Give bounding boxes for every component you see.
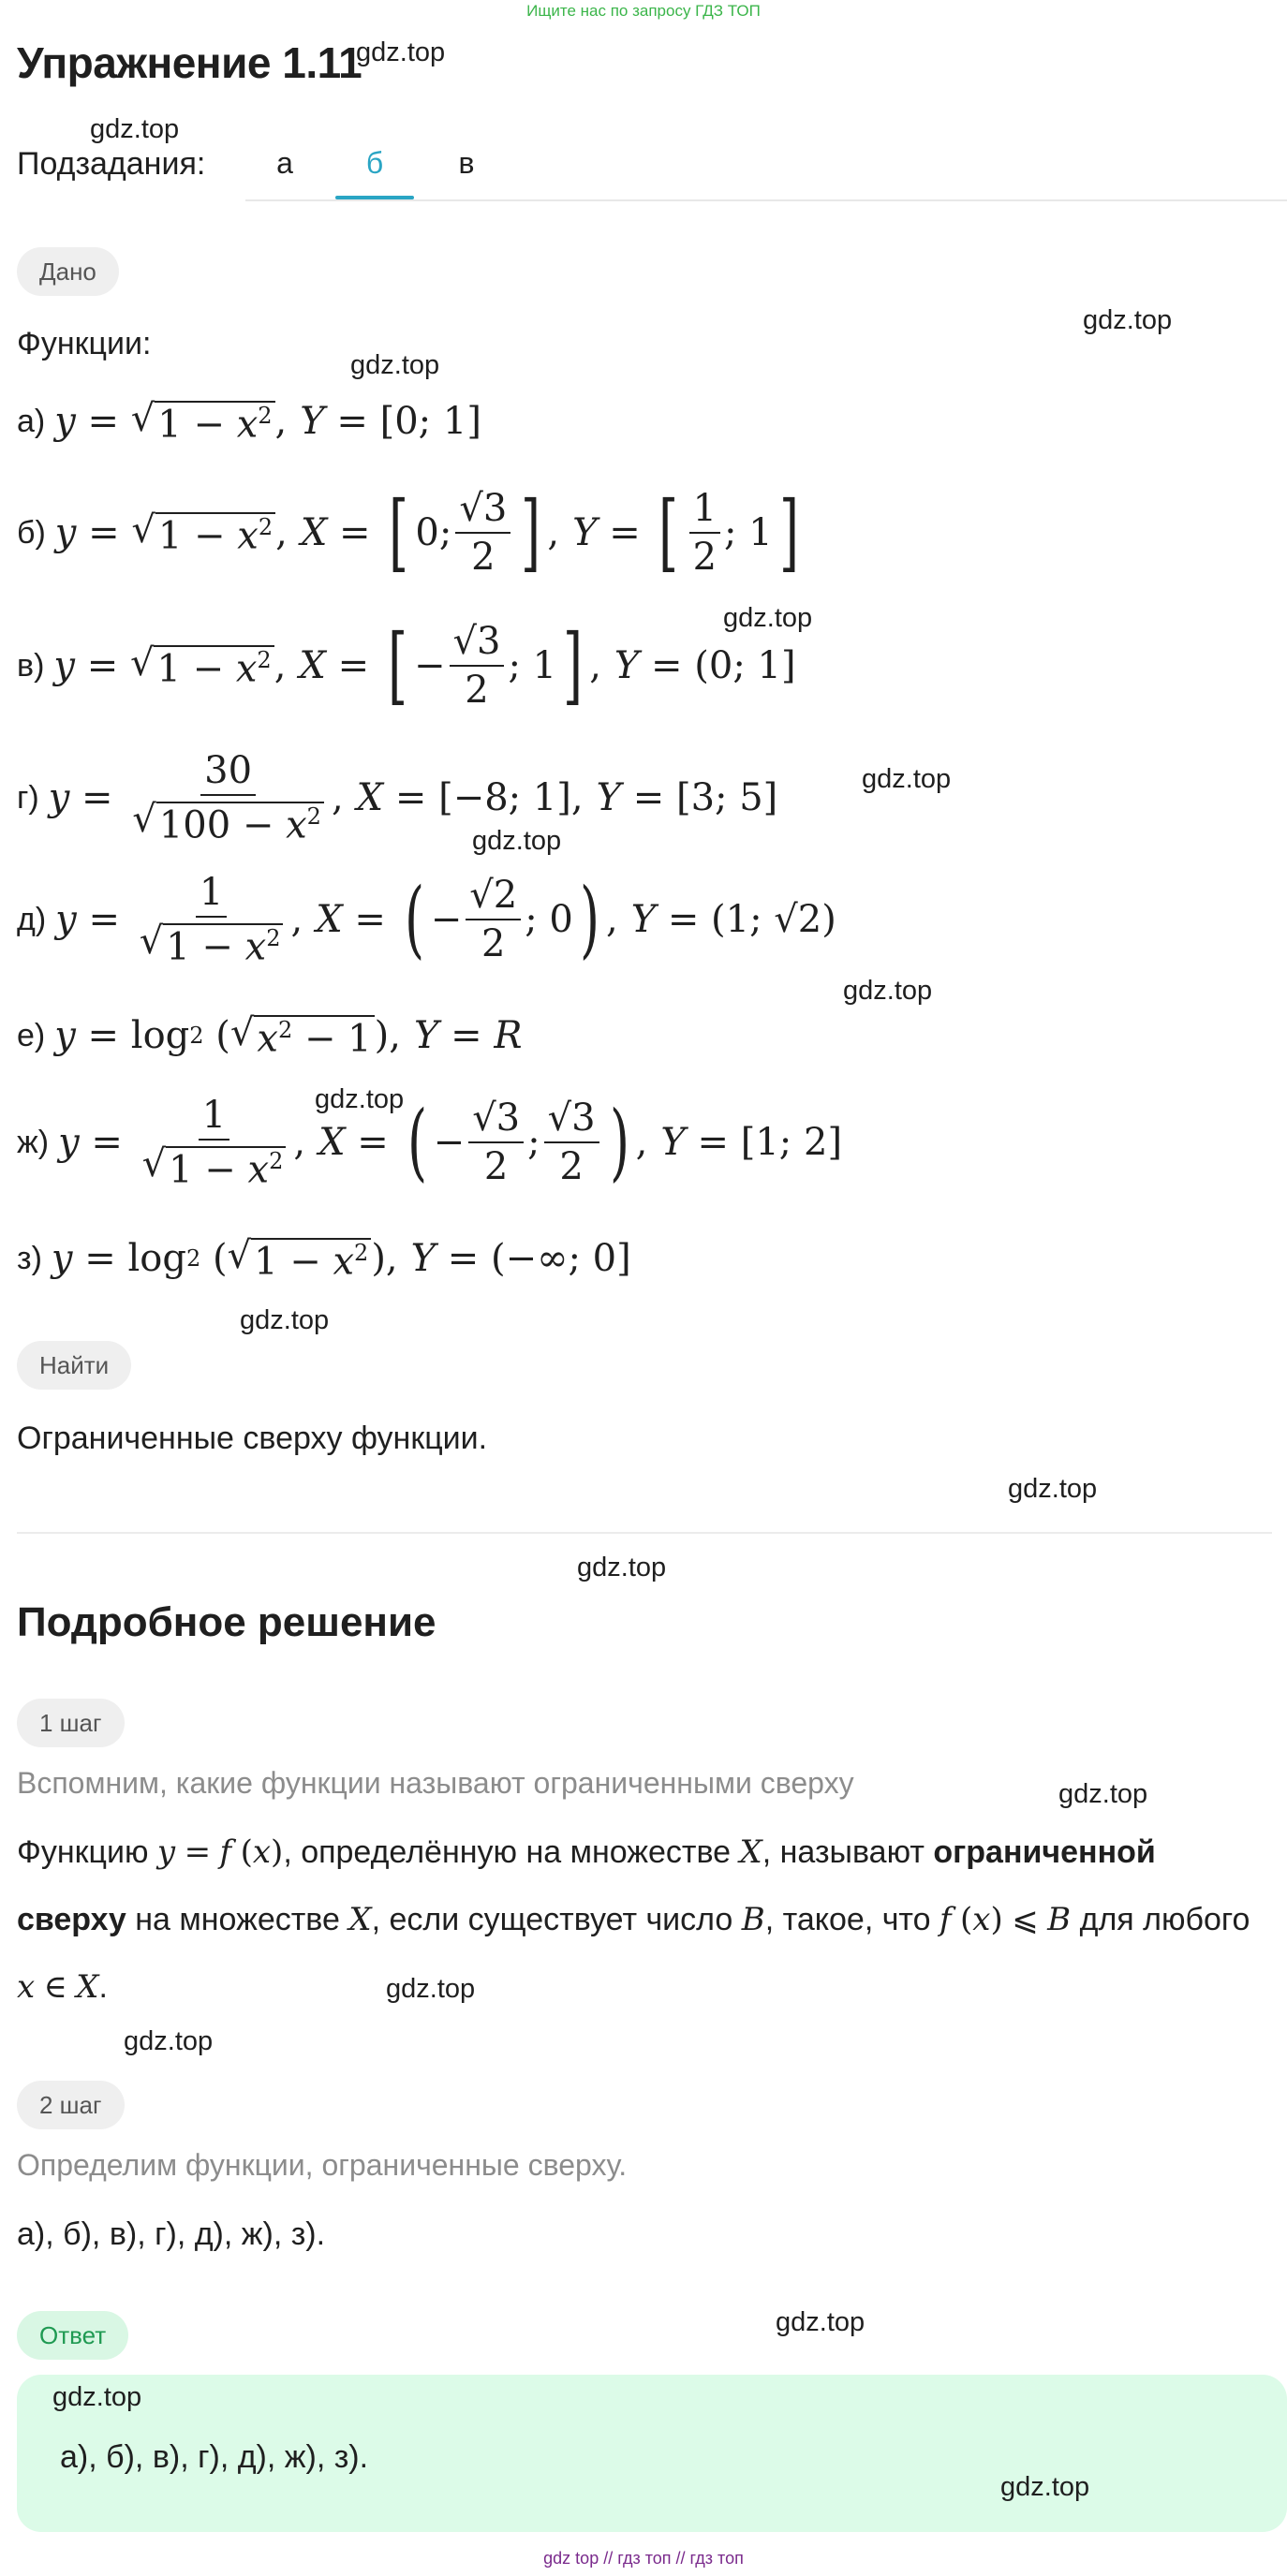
- def-text: , если существует число: [371, 1902, 742, 1937]
- step2-result: а), б), в), г), д), ж), з).: [17, 2216, 326, 2252]
- given-chip: Дано: [17, 247, 119, 296]
- step1-hint: Вспомним, какие функции называют ограниченными сверху: [17, 1766, 854, 1800]
- def-text: .: [98, 1969, 108, 2005]
- watermark[interactable]: gdz.top: [843, 976, 933, 1006]
- answer-text: а), б), в), г), д), ж), з).: [60, 2439, 369, 2475]
- given-heading: Функции:: [17, 326, 152, 361]
- item-label: в): [17, 647, 45, 684]
- footer-links[interactable]: gdz top // гдз топ // гдз топ: [543, 2549, 744, 2568]
- tab-v[interactable]: в: [458, 146, 475, 180]
- solution-heading: Подробное решение: [17, 1599, 436, 1645]
- active-tab-indicator: [335, 196, 414, 199]
- item-g: г) y = 30 √ $100 - x^2$ , X = [−8; 1], Y = [3; 5]: [17, 749, 778, 847]
- watermark[interactable]: gdz.top: [1008, 1474, 1098, 1504]
- watermark[interactable]: gdz.top: [1000, 2472, 1090, 2502]
- watermark[interactable]: gdz.top: [124, 2026, 214, 2056]
- watermark[interactable]: gdz.top: [577, 1553, 667, 1582]
- find-chip: Найти: [17, 1341, 131, 1390]
- def-text: Функцию: [17, 1834, 157, 1870]
- watermark[interactable]: gdz.top: [472, 826, 562, 856]
- section-divider: [17, 1532, 1272, 1534]
- watermark[interactable]: gdz.top: [1083, 305, 1173, 335]
- tab-a[interactable]: а: [276, 146, 293, 180]
- item-label: а): [17, 403, 46, 439]
- step2-hint: Определим функции, ограниченные сверху.: [17, 2148, 628, 2182]
- watermark[interactable]: gdz.top: [356, 37, 446, 67]
- tab-b[interactable]: б: [365, 146, 384, 180]
- top-banner[interactable]: Ищите нас по запросу ГДЗ ТОП: [526, 2, 761, 20]
- page-title: Упражнение 1.11: [17, 38, 362, 87]
- watermark[interactable]: gdz.top: [1058, 1779, 1148, 1809]
- def-text: , такое, что: [764, 1902, 939, 1937]
- watermark[interactable]: gdz.top: [723, 603, 813, 633]
- item-d: д) y = 1 √ $1 - x^2$ , X = ( − $\frac{√2}{2}$ ; 0 ) , Y = (1; √2): [17, 870, 836, 969]
- find-text: Ограниченные сверху функции.: [17, 1420, 488, 1456]
- watermark[interactable]: gdz.top: [315, 1084, 405, 1114]
- item-zh: ж) y = 1 √ $1 - x^2$ , X = ( − $\frac{√3}{2}$ ; $\frac{√3}{2}$ ) , Y = [1; 2]: [17, 1093, 843, 1192]
- watermark[interactable]: gdz.top: [776, 2307, 865, 2337]
- item-e: е) y = log 2 ( √ $x^2 - 1$ ), Y = R: [17, 1011, 523, 1061]
- watermark[interactable]: gdz.top: [862, 764, 952, 794]
- item-label: ж): [17, 1124, 50, 1160]
- tabs-divider: [245, 199, 1287, 201]
- item-v: в) y = √ $1 - x^2$ , X = [ − $\frac{√3}{2}$ ; 1 ] , Y = (0; 1]: [17, 616, 796, 714]
- def-bold: ограниченной сверху: [17, 1834, 1156, 1937]
- watermark[interactable]: gdz.top: [90, 114, 180, 144]
- watermark[interactable]: gdz.top: [386, 1974, 476, 2004]
- step1-chip: 1 шаг: [17, 1699, 125, 1747]
- item-label: д): [17, 901, 47, 937]
- item-a: а) y = √ $1 - x^2$ , Y = [0; 1]: [17, 397, 481, 447]
- answer-chip: Ответ: [17, 2311, 128, 2360]
- subtasks-label: Подзадания:: [17, 146, 206, 182]
- item-b: б) y = √ $1 - x^2$ , X = [ 0; $\frac{√3}{2}$ ] , Y = [ $\frac{1}{2}$ ; 1 ]: [17, 483, 799, 581]
- item-label: б): [17, 514, 46, 551]
- item-z: з) y = log 2 ( √ $1 - x^2$ ), Y = (−∞; 0]: [17, 1234, 631, 1284]
- def-text: , называют: [762, 1834, 934, 1870]
- step2-chip: 2 шаг: [17, 2081, 125, 2129]
- item-label: з): [17, 1240, 42, 1276]
- item-label: г): [17, 779, 39, 816]
- item-label: е): [17, 1017, 46, 1053]
- def-text: , определённую на множестве: [283, 1834, 740, 1870]
- watermark[interactable]: gdz.top: [350, 350, 440, 380]
- def-text: для любого: [1071, 1902, 1250, 1937]
- watermark[interactable]: gdz.top: [240, 1305, 330, 1335]
- definition-paragraph: Функцию y = f (x), определённую на множестве X, называют ограниченной сверху на множестве X, если существует число B, такое, что f (x) ⩽ B для любого x ∈ X.: [17, 1833, 1250, 2006]
- watermark[interactable]: gdz.top: [52, 2382, 142, 2412]
- def-text: на множестве: [126, 1902, 349, 1937]
